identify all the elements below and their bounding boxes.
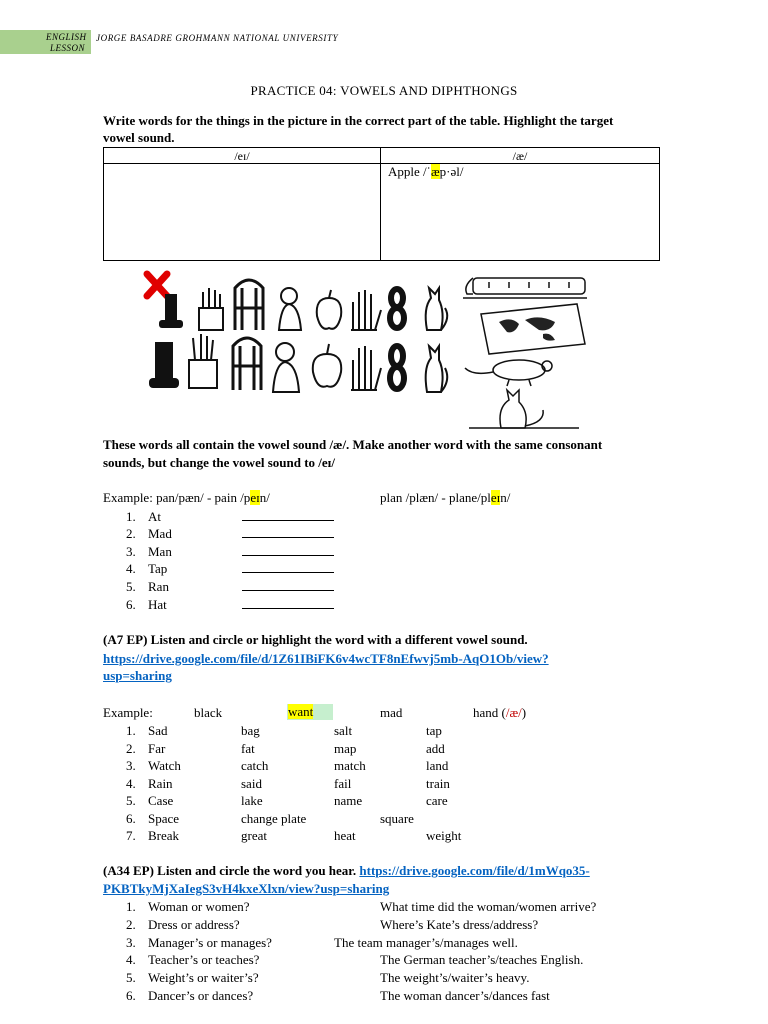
word-option[interactable]: weight — [426, 828, 462, 843]
word-option[interactable]: bag — [241, 723, 260, 738]
hat-bottom — [149, 342, 179, 388]
hand-top — [351, 290, 381, 330]
section-4-heading: (A34 EP) Listen and circle the word you hear. — [103, 863, 360, 878]
university-name: JORGE BASADRE GROHMANN NATIONAL UNIVERSITY — [96, 33, 339, 43]
word-option[interactable]: heat — [334, 828, 356, 843]
vowel-table — [103, 147, 660, 261]
audio-link-a34-part2[interactable]: PKBTkyMjXaIegS3vH4kxeXlxn/view?usp=sharing — [103, 881, 390, 896]
example-label-a7: Example: — [103, 705, 153, 720]
answer-blank[interactable] — [242, 597, 334, 613]
word-option[interactable]: square — [380, 811, 414, 826]
example-highlight: æ — [430, 164, 440, 179]
word-option[interactable]: Far — [148, 741, 166, 756]
cat-sitting-icon — [469, 390, 579, 428]
list-item: 4. — [126, 952, 136, 967]
column-header-ei: /eɪ/ — [234, 149, 250, 163]
table-row: 5. — [126, 793, 136, 808]
audio-link-a34-part1[interactable]: https://drive.google.com/file/d/1mWqo35- — [359, 863, 590, 878]
list-item: 5. — [126, 579, 136, 594]
table-row: 4. — [126, 776, 136, 791]
word-option[interactable]: Case — [148, 793, 174, 808]
list-item: 6. — [126, 597, 136, 612]
list-item: 6. — [126, 988, 136, 1003]
question: Dancer’s or dances? — [148, 988, 254, 1003]
column-header-ae: /æ/ — [512, 149, 528, 163]
eight-bottom — [390, 346, 404, 389]
list-item-word: Ran — [148, 579, 169, 594]
eight-top — [390, 289, 404, 328]
word-option[interactable]: care — [426, 793, 448, 808]
baby-bottom — [273, 343, 299, 392]
list-item: 5. — [126, 970, 136, 985]
example-word: Apple /ˈ — [388, 164, 431, 179]
example-highlight-1: eɪ — [250, 490, 260, 505]
list-item: 3. — [126, 544, 136, 559]
table-row: 2. — [126, 741, 136, 756]
answer-blank[interactable] — [242, 579, 334, 595]
word-option[interactable]: change plate — [241, 811, 307, 826]
word-option[interactable]: salt — [334, 723, 353, 738]
list-item: 1. — [126, 899, 136, 914]
list-item-word: Tap — [148, 561, 168, 576]
list-item-word: Hat — [148, 597, 167, 612]
instruction-1-line1: Write words for the things in the picture in the correct part of the table. Highlight the target — [103, 113, 614, 128]
word-option[interactable]: lake — [241, 793, 263, 808]
picture-row-illustration — [141, 268, 453, 404]
badge-line1: ENGLISH — [46, 32, 87, 42]
example-label: Example: pan/pæn/ - pain /p — [103, 490, 251, 505]
example2-label: plan /plæn/ - plane/pl — [380, 490, 491, 505]
train-icon — [463, 278, 587, 298]
table-row: 6. — [126, 811, 136, 826]
table-column-divider — [380, 148, 381, 260]
sentence[interactable]: What time did the woman/women arrive? — [380, 899, 597, 914]
example-word-want: want — [287, 704, 333, 720]
red-cross-icon — [147, 274, 167, 296]
section-3-heading: (A7 EP) Listen and circle or highlight the word with a different vowel sound. — [103, 632, 528, 647]
sentence[interactable]: The weight’s/waiter’s heavy. — [380, 970, 530, 985]
word-option[interactable]: name — [334, 793, 363, 808]
table-row: 1. — [126, 723, 136, 738]
instruction-2-line1: These words all contain the vowel sound /æ/. Make another word with the same consonant — [103, 437, 603, 452]
instruction-2-line2: sounds, but change the vowel sound to /eɪ/ — [103, 455, 336, 470]
question: Dress or address? — [148, 917, 240, 932]
list-item: 1. — [126, 509, 136, 524]
word-option[interactable]: Break — [148, 828, 180, 843]
picture-column-illustration — [459, 272, 590, 431]
example-entry — [388, 164, 463, 180]
sentence[interactable]: The German teacher’s/teaches English. — [380, 952, 584, 967]
list-item-word: Man — [148, 544, 172, 559]
answer-blank[interactable] — [242, 544, 334, 560]
audio-link-a7-line2[interactable]: usp=sharing — [103, 668, 172, 683]
word-option[interactable]: train — [426, 776, 450, 791]
sentence[interactable]: Where’s Kate’s dress/address? — [380, 917, 539, 932]
table-row: 3. — [126, 758, 136, 773]
example-end-1: n/ — [259, 490, 270, 505]
question: Manager’s or manages? — [148, 935, 272, 950]
list-item-word: At — [148, 509, 161, 524]
list-item-word: Mad — [148, 526, 172, 541]
word-option[interactable]: tap — [426, 723, 442, 738]
brushes-top — [199, 288, 223, 330]
word-option[interactable]: said — [241, 776, 262, 791]
audio-link-a7-line1[interactable]: https://drive.google.com/file/d/1Z61IBiFK6v4wcTF8nEfwvj5mb-AqO1Ob/view? — [103, 651, 549, 666]
example-rest: p·əl/ — [439, 164, 464, 179]
list-item: 2. — [126, 917, 136, 932]
brushes-bottom — [189, 334, 217, 388]
question: Weight’s or waiter’s? — [148, 970, 259, 985]
chair-top — [235, 280, 263, 330]
word-option[interactable]: land — [426, 758, 449, 773]
ae-symbol-red: /æ/ — [505, 705, 522, 720]
rat-icon — [465, 360, 552, 386]
question: Teacher’s or teaches? — [148, 952, 260, 967]
example-highlight-2: eɪ — [490, 490, 501, 505]
list-item: 3. — [126, 935, 136, 950]
word-option[interactable]: fail — [334, 776, 352, 791]
example-word-hand: hand (/æ/) — [473, 705, 527, 720]
word-option[interactable]: Space — [148, 811, 180, 826]
example-pan-pain — [103, 490, 270, 506]
hat-top — [159, 294, 183, 328]
page-title: PRACTICE 04: VOWELS AND DIPHTHONGS — [250, 83, 518, 98]
example-plan-plane — [380, 490, 510, 506]
answer-blank[interactable] — [242, 509, 334, 525]
word-option[interactable]: fat — [241, 741, 255, 756]
word-option[interactable]: Rain — [148, 776, 173, 791]
cat-bottom — [426, 346, 448, 392]
cat-top — [426, 288, 448, 330]
sentence[interactable]: The team manager’s/manages well. — [334, 935, 518, 950]
example-word-mad: mad — [380, 705, 403, 720]
example-word-black: black — [194, 705, 223, 720]
course-badge — [0, 30, 91, 54]
chair-bottom — [233, 338, 261, 390]
table-row: 7. — [126, 828, 136, 843]
map-icon — [481, 304, 585, 354]
list-item: 4. — [126, 561, 136, 576]
section-4-heading-line — [103, 863, 590, 879]
question: Woman or women? — [148, 899, 250, 914]
example-end-2: n/ — [500, 490, 511, 505]
instruction-1-line2: vowel sound. — [103, 130, 175, 145]
sentence[interactable]: The woman dancer’s/dances fast — [380, 988, 550, 1003]
word-option[interactable]: Sad — [148, 723, 168, 738]
baby-top — [279, 288, 301, 330]
word-option[interactable]: catch — [241, 758, 269, 773]
word-option[interactable]: add — [426, 741, 445, 756]
answer-blank[interactable] — [242, 561, 334, 577]
answer-blank[interactable] — [242, 526, 334, 542]
word-option[interactable]: Watch — [148, 758, 181, 773]
apple-top — [317, 290, 342, 329]
list-item: 2. — [126, 526, 136, 541]
word-option[interactable]: great — [241, 828, 267, 843]
word-option[interactable]: match — [334, 758, 366, 773]
apple-bottom — [313, 344, 341, 387]
word-option[interactable]: map — [334, 741, 357, 756]
hand-bottom — [351, 346, 381, 390]
badge-line2: LESSON — [50, 43, 86, 53]
